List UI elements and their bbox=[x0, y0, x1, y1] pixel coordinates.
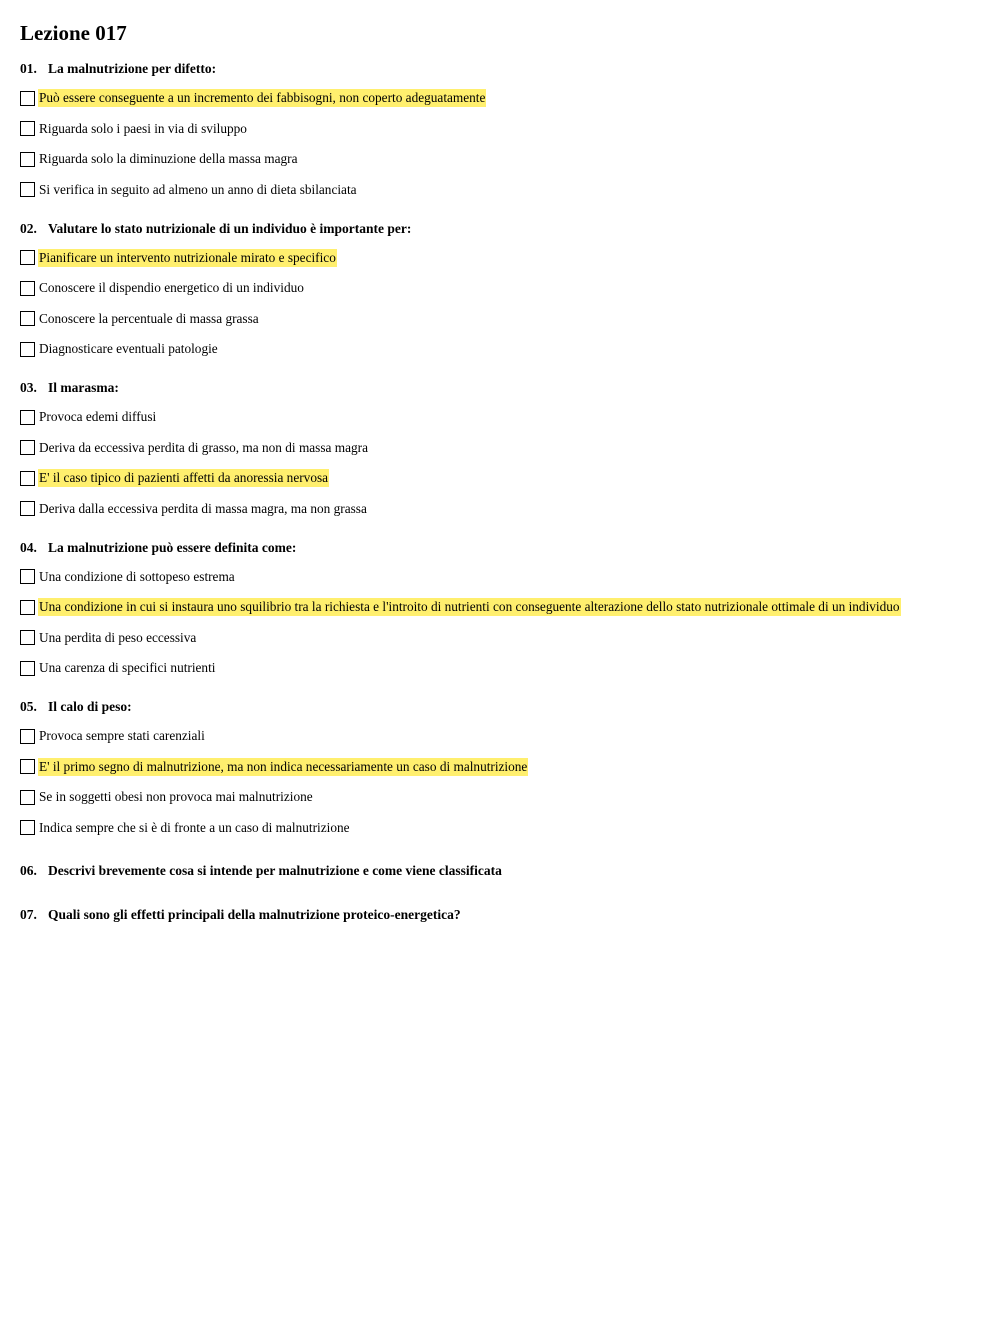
checkbox-icon[interactable] bbox=[20, 790, 35, 805]
answer-text: Si verifica in seguito ad almeno un anno di dieta sbilanciata bbox=[39, 181, 357, 197]
answer-option[interactable] bbox=[20, 88, 980, 108]
answer-list bbox=[20, 248, 980, 360]
question-05 bbox=[20, 698, 980, 838]
answer-text: Provoca edemi diffusi bbox=[39, 409, 157, 424]
answer-option[interactable] bbox=[20, 180, 980, 200]
answer-option[interactable] bbox=[20, 597, 980, 617]
question-text: Il marasma: bbox=[48, 380, 119, 395]
question-text: Quali sono gli effetti principali della malnutrizione proteico-energetica? bbox=[48, 906, 461, 922]
answer-option[interactable] bbox=[20, 628, 980, 648]
open-question-06 bbox=[20, 862, 980, 880]
checkbox-icon[interactable] bbox=[20, 121, 35, 136]
question-heading bbox=[20, 60, 980, 78]
answer-option[interactable] bbox=[20, 149, 980, 169]
checkbox-icon[interactable] bbox=[20, 250, 35, 265]
question-03 bbox=[20, 379, 980, 519]
checkbox-icon[interactable] bbox=[20, 342, 35, 357]
checkbox-icon[interactable] bbox=[20, 729, 35, 744]
checkbox-icon[interactable] bbox=[20, 600, 35, 615]
question-text: Descrivi brevemente cosa si intende per malnutrizione e come viene classificata bbox=[48, 862, 502, 878]
answer-text: Conoscere il dispendio energetico di un individuo bbox=[39, 280, 304, 295]
question-01 bbox=[20, 60, 980, 200]
checkbox-icon[interactable] bbox=[20, 91, 35, 106]
answer-text: Conoscere la percentuale di massa grassa bbox=[39, 310, 259, 326]
answer-option[interactable] bbox=[20, 757, 980, 777]
question-number: 02. bbox=[20, 220, 37, 236]
answer-option[interactable] bbox=[20, 787, 980, 807]
question-heading bbox=[20, 862, 980, 880]
answer-option[interactable] bbox=[20, 309, 980, 329]
checkbox-icon[interactable] bbox=[20, 311, 35, 326]
lesson-title: Lezione 017 bbox=[20, 21, 127, 45]
question-number: 06. bbox=[20, 862, 37, 878]
checkbox-icon[interactable] bbox=[20, 569, 35, 584]
answer-text: E' il caso tipico di pazienti affetti da anoressia nervosa bbox=[39, 470, 329, 485]
checkbox-icon[interactable] bbox=[20, 152, 35, 167]
answer-text: Una carenza di specifici nutrienti bbox=[39, 660, 216, 675]
question-number: 05. bbox=[20, 699, 37, 714]
answer-text: E' il primo segno di malnutrizione, ma non indica necessariamente un caso di malnutrizione bbox=[39, 758, 528, 774]
answer-list bbox=[20, 567, 980, 679]
checkbox-icon[interactable] bbox=[20, 410, 35, 425]
answer-list bbox=[20, 726, 980, 838]
checkbox-icon[interactable] bbox=[20, 182, 35, 197]
answer-option[interactable] bbox=[20, 468, 980, 488]
checkbox-icon[interactable] bbox=[20, 759, 35, 774]
question-list bbox=[20, 60, 980, 838]
question-02 bbox=[20, 220, 980, 360]
question-number: 03. bbox=[20, 380, 37, 395]
answer-option[interactable] bbox=[20, 567, 980, 587]
answer-text: Pianificare un intervento nutrizionale mirato e specifico bbox=[39, 249, 336, 265]
answer-option[interactable] bbox=[20, 278, 980, 298]
answer-text: Deriva dalla eccessiva perdita di massa magra, ma non grassa bbox=[39, 500, 367, 516]
question-text: Il calo di peso: bbox=[48, 699, 132, 714]
question-number: 07. bbox=[20, 906, 37, 922]
checkbox-icon[interactable] bbox=[20, 471, 35, 486]
answer-text: Una condizione di sottopeso estrema bbox=[39, 568, 235, 584]
quiz-page bbox=[20, 18, 980, 924]
answer-option[interactable] bbox=[20, 248, 980, 268]
question-heading bbox=[20, 906, 980, 924]
answer-text: Riguarda solo i paesi in via di sviluppo bbox=[39, 120, 247, 136]
answer-text: Una condizione in cui si instaura uno squilibrio tra la richiesta e l'introito di nutrienti con conseguente alterazione dello stato nutrizionale ottimale di un individuo bbox=[39, 599, 900, 614]
question-04 bbox=[20, 539, 980, 679]
answer-option[interactable] bbox=[20, 339, 980, 359]
answer-text: Provoca sempre stati carenziali bbox=[39, 728, 205, 743]
answer-list bbox=[20, 88, 980, 200]
checkbox-icon[interactable] bbox=[20, 501, 35, 516]
checkbox-icon[interactable] bbox=[20, 661, 35, 676]
answer-option[interactable] bbox=[20, 726, 980, 746]
question-heading bbox=[20, 539, 980, 557]
answer-option[interactable] bbox=[20, 119, 980, 139]
answer-list bbox=[20, 407, 980, 519]
checkbox-icon[interactable] bbox=[20, 630, 35, 645]
checkbox-icon[interactable] bbox=[20, 281, 35, 296]
answer-option[interactable] bbox=[20, 438, 980, 458]
question-text: Valutare lo stato nutrizionale di un individuo è importante per: bbox=[48, 220, 412, 236]
answer-text: Può essere conseguente a un incremento dei fabbisogni, non coperto adeguatamente bbox=[39, 90, 486, 105]
question-heading bbox=[20, 220, 980, 238]
answer-text: Diagnosticare eventuali patologie bbox=[39, 341, 218, 356]
answer-option[interactable] bbox=[20, 407, 980, 427]
answer-text: Riguarda solo la diminuzione della massa magra bbox=[39, 151, 298, 166]
answer-text: Deriva da eccessiva perdita di grasso, ma non di massa magra bbox=[39, 439, 368, 455]
question-heading bbox=[20, 379, 980, 397]
answer-text: Indica sempre che si è di fronte a un caso di malnutrizione bbox=[39, 819, 350, 835]
checkbox-icon[interactable] bbox=[20, 440, 35, 455]
question-text: La malnutrizione per difetto: bbox=[48, 61, 217, 76]
question-heading bbox=[20, 698, 980, 716]
answer-option[interactable] bbox=[20, 658, 980, 678]
question-number: 01. bbox=[20, 61, 37, 76]
checkbox-icon[interactable] bbox=[20, 820, 35, 835]
question-text: La malnutrizione può essere definita come: bbox=[48, 539, 297, 555]
answer-text: Una perdita di peso eccessiva bbox=[39, 629, 197, 645]
open-question-07 bbox=[20, 906, 980, 924]
answer-option[interactable] bbox=[20, 499, 980, 519]
answer-option[interactable] bbox=[20, 818, 980, 838]
answer-text: Se in soggetti obesi non provoca mai malnutrizione bbox=[39, 789, 313, 804]
question-number: 04. bbox=[20, 539, 37, 555]
